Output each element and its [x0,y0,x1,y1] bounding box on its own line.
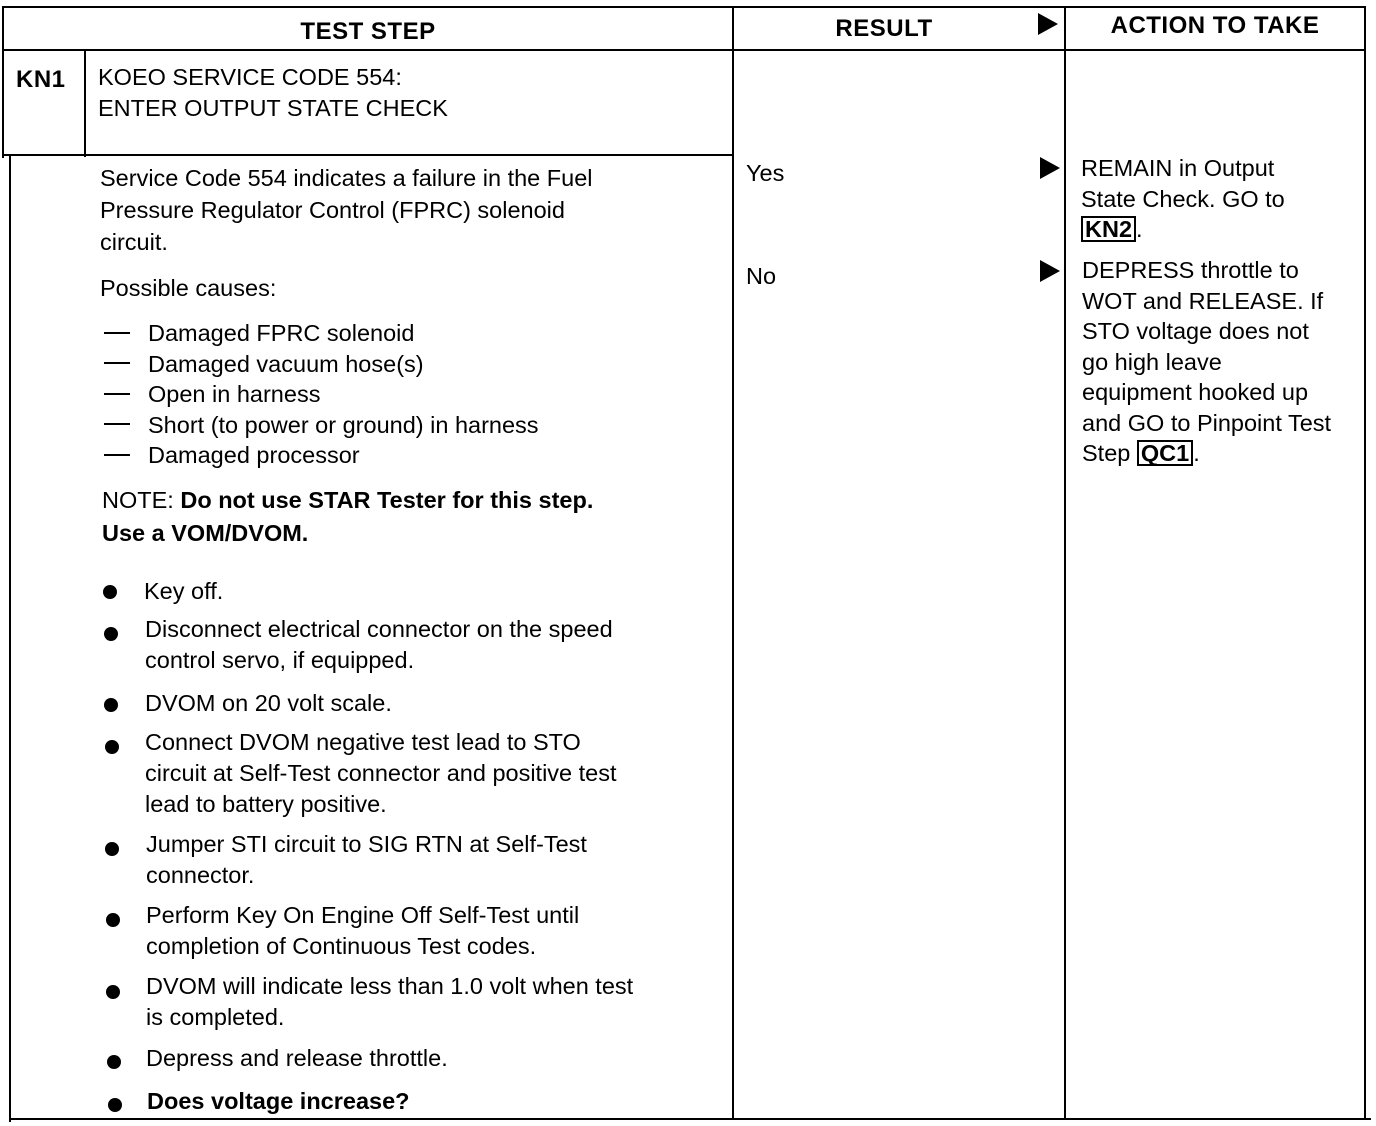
procedure-line: Jumper STI circuit to SIG RTN at Self-Test [146,831,587,857]
step-title [98,62,448,124]
procedure-step-4 [145,727,617,820]
procedure-line: is completed. [146,1004,285,1030]
bullet-icon [106,985,120,999]
procedure-step-5 [146,829,587,891]
action-line: DEPRESS throttle to [1082,257,1299,283]
cause-item [104,349,539,380]
step-title-underline [2,154,734,156]
bullet-icon [104,698,118,712]
action-yes [1081,153,1285,245]
causes-list [104,318,539,471]
dash-icon [104,362,130,364]
cause-text: Damaged processor [148,442,360,468]
dash-icon [104,393,130,395]
action-line [1082,438,1331,469]
procedure-line: DVOM will indicate less than 1.0 volt when test [146,973,634,999]
cause-item [104,410,539,441]
action-no [1082,255,1331,469]
description-line-2: Pressure Regulator Control (FPRC) solenoid [100,197,565,223]
bullet-icon [103,585,117,599]
cause-text: Open in harness [148,381,321,407]
test-step-header: TEST STEP [300,18,436,45]
note-bold-1: Do not use STAR Tester for this step. [180,487,594,513]
description-line-3: circuit. [100,229,168,255]
note-prefix: NOTE: [102,487,181,513]
cause-item [104,440,539,471]
action-line: WOT and RELEASE. If [1082,287,1324,314]
procedure-line: Key off. [144,578,224,604]
bullet-icon [107,1055,121,1069]
action-suffix: . [1136,216,1143,242]
dash-icon [104,423,130,425]
step-title-line-1: KOEO SERVICE CODE 554: [98,64,402,90]
step-id: KN1 [16,66,66,93]
note-line-2: Use a VOM/DVOM. [102,520,309,546]
action-line: REMAIN in Output [1081,155,1275,181]
result-column-divider [732,6,734,1120]
procedure-line: Connect DVOM negative test lead to STO [145,729,581,755]
action-line: go high leave [1082,348,1222,375]
no-arrow-icon [1040,260,1060,282]
procedure-step-2 [145,614,613,676]
note-line-1 [102,484,593,517]
action-line [1081,214,1285,245]
action-suffix: . [1193,440,1200,466]
procedure-line: connector. [146,862,255,888]
action-line: and GO to Pinpoint Test [1082,409,1332,436]
ref-qc1: QC1 [1137,440,1193,466]
result-yes: Yes [746,160,785,186]
header-underline [2,49,1364,51]
procedure-line: circuit at Self-Test connector and positive test [145,760,617,786]
dash-icon [104,454,130,456]
procedure-line: lead to battery positive. [145,791,387,817]
procedure-line: Disconnect electrical connector on the speed [145,616,613,642]
procedure-line: Depress and release throttle. [146,1045,448,1071]
right-border [1364,6,1366,1120]
action-line: STO voltage does not [1082,318,1309,344]
procedure-line: control servo, if equipped. [145,647,415,673]
dash-icon [104,332,130,334]
cause-text: Damaged vacuum hose(s) [148,350,424,377]
cause-text: Short (to power or ground) in harness [148,411,539,438]
step-title-line-2: ENTER OUTPUT STATE CHECK [98,95,448,121]
bullet-icon [105,740,119,754]
bullet-icon [108,1098,122,1112]
causes-heading: Possible causes: [100,275,277,301]
procedure-line: Perform Key On Engine Off Self-Test until [146,902,580,928]
ref-kn2: KN2 [1081,216,1136,242]
procedure-step-6 [146,900,579,962]
cause-item [104,318,539,349]
action-column-divider [1064,6,1066,1120]
procedure-line: completion of Continuous Test codes. [146,933,537,959]
procedure-line: Does voltage increase? [147,1088,410,1114]
yes-arrow-icon [1040,157,1060,179]
top-border [2,6,1364,8]
procedure-step-9 [147,1086,410,1117]
action-line: equipment hooked up [1082,379,1309,405]
header-arrow-icon [1038,13,1058,35]
step-id-divider [84,51,86,157]
result-no: No [746,263,777,289]
procedure-step-8 [146,1043,448,1074]
procedure-step-3 [145,688,392,719]
action-line: State Check. GO to [1081,185,1285,212]
description [100,162,592,258]
bullet-icon [105,842,119,856]
action-header: ACTION TO TAKE [1110,12,1320,39]
cause-text: Damaged FPRC solenoid [148,320,415,346]
bottom-border [9,1118,1371,1120]
procedure-step-7 [146,971,633,1033]
action-prefix: Step [1082,440,1137,466]
result-header: RESULT [835,15,933,42]
bullet-icon [104,627,118,641]
note [102,484,593,550]
procedure-step-1 [144,576,223,607]
cause-item [104,379,539,410]
bullet-icon [106,913,120,927]
description-line-1: Service Code 554 indicates a failure in the Fuel [100,165,593,191]
procedure-line: DVOM on 20 volt scale. [145,690,392,716]
left-border-lower [9,156,11,1122]
